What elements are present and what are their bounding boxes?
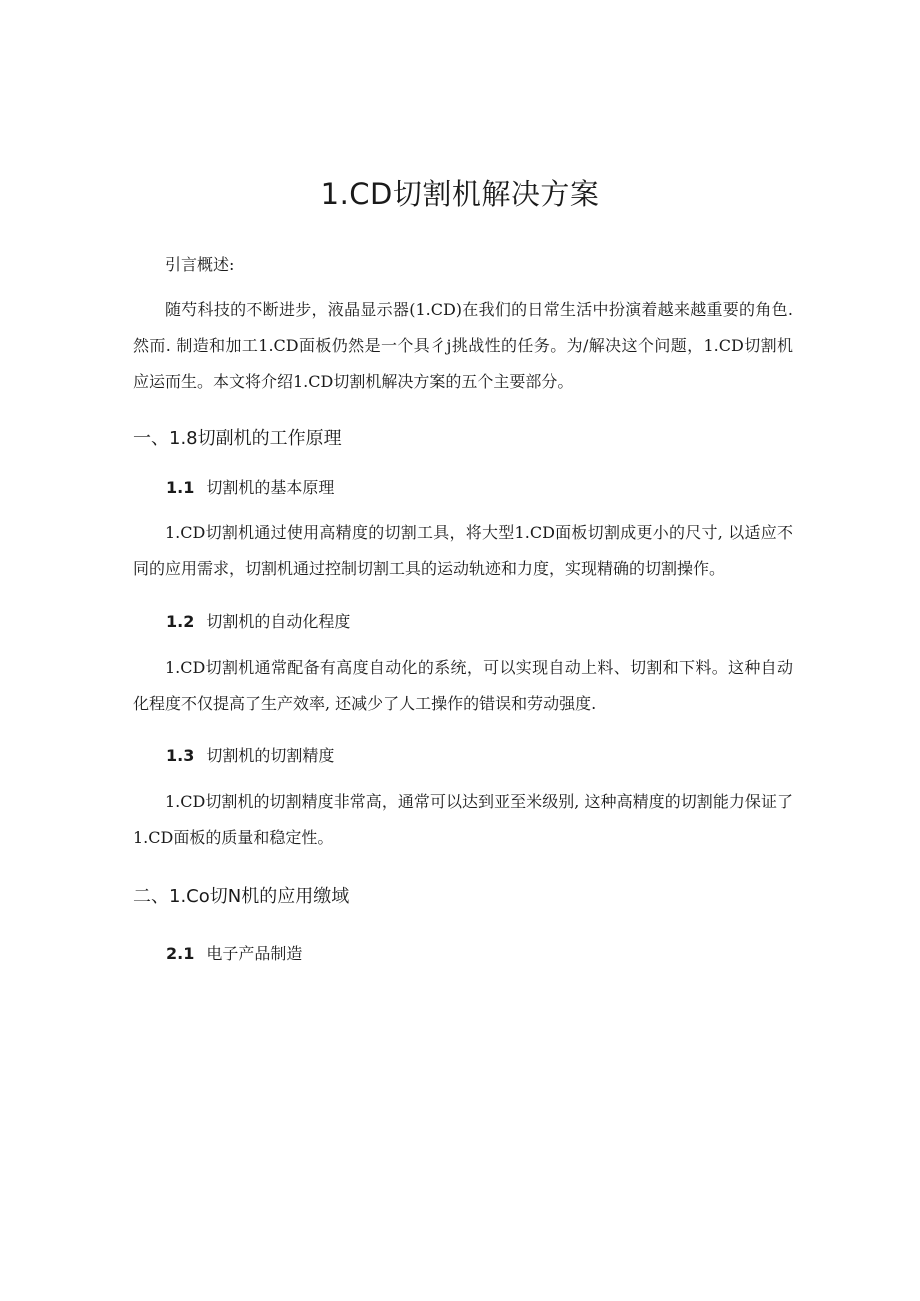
subsection-1-1-body: 1.CD切割机通过使用高精度的切割工具，将大型1.CD面板切割成更小的尺寸, 以适应不同的应用需求，切割机通过控制切割工具的运动轨迹和力度，实现精确的切割操作。 [133,523,793,578]
subsection-number: 1.2 [166,612,195,631]
subsection-number: 2.1 [166,944,195,963]
subsection-1-1-heading [166,475,334,498]
intro-paragraph: 随芍科技的不断进步，液晶显示器(1.CD)在我们的日常生活中扮演着越来越重要的角色. 然而. 制造和加工1.CD面板仍然是一个具彳j挑战性的任务。为/解决这个问题，1.CD切割机应运而生。本文将介绍1.CD切割机解决方案的五个主要部分。 [133,300,793,391]
subsection-title: 电子产品制造 [206,944,303,963]
intro-label: 引言概述: [165,255,235,274]
subsection-title: 切割机的切割精度 [206,746,335,765]
subsection-1-3-body: 1.CD切割机的切割精度非常高，通常可以达到亚至米级别, 这种高精度的切割能力保证了1.CD面板的质量和稳定性。 [133,792,793,847]
subsection-number: 1.3 [166,746,195,765]
subsection-2-1-heading [166,941,302,964]
subsection-title: 切割机的基本原理 [206,478,335,497]
subsection-1-2-heading [166,609,350,632]
subsection-1-2-body: 1.CD切割机通常配备有高度自动化的系统，可以实现自动上料、切割和下料。这种自动化程度不仅提高了生产效率, 还减少了人工操作的错误和劳动强度. [133,658,793,713]
subsection-number: 1.1 [166,478,195,497]
document-title: 1.CD切割机解决方案 [320,177,600,211]
subsection-1-3-heading [166,743,334,766]
section-2-heading: 二、1.Co切N机的应用缴域 [133,886,350,907]
subsection-title: 切割机的自动化程度 [206,612,351,631]
section-1-heading: 一、1.8切副机的工作原理 [133,428,342,449]
